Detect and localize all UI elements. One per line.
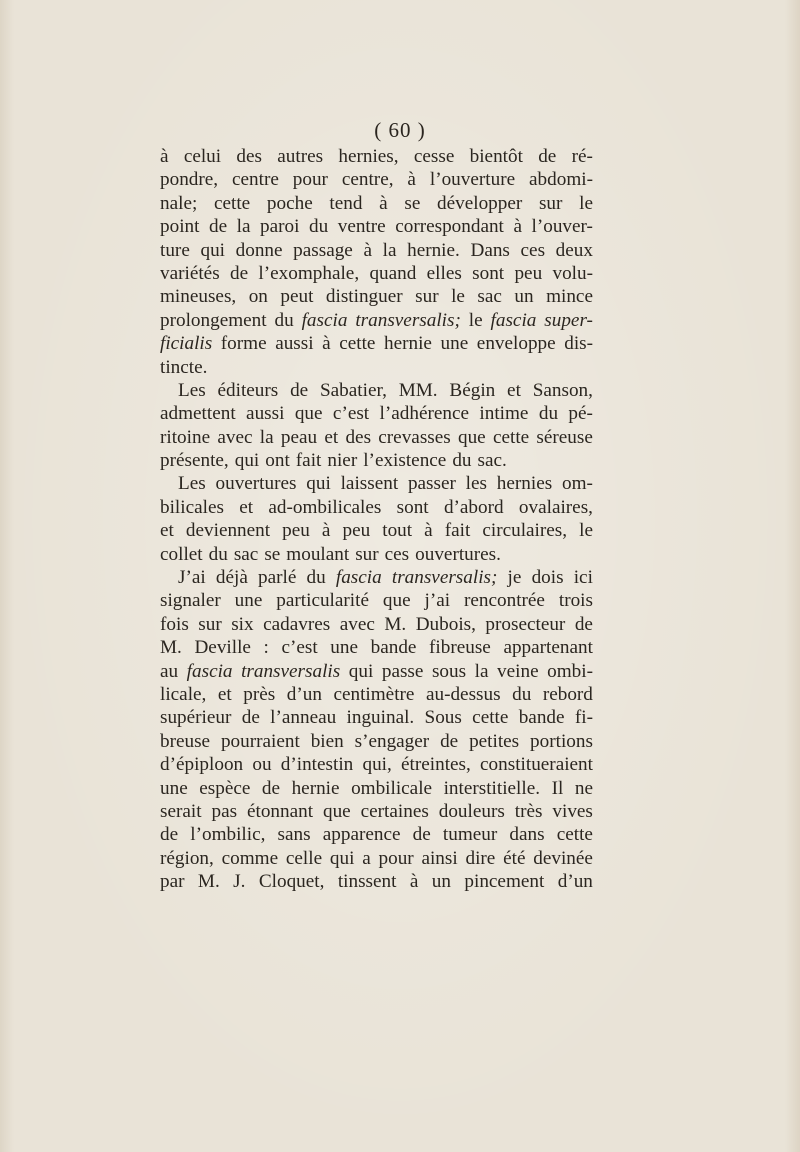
- word: du: [208, 543, 228, 565]
- word: prolongement: [160, 309, 267, 331]
- word: Les: [178, 473, 206, 495]
- word: quand: [369, 262, 417, 284]
- word: point: [160, 216, 200, 238]
- text-line: [160, 402, 593, 425]
- word: sont: [396, 496, 429, 518]
- word: peu: [514, 262, 543, 284]
- text-line: [160, 332, 593, 355]
- word: comme: [221, 847, 279, 869]
- word: rencontrée: [463, 590, 545, 612]
- word: la: [382, 239, 397, 261]
- word: sans: [277, 824, 311, 846]
- word: M.: [384, 613, 407, 635]
- word: j’ai: [424, 590, 451, 612]
- word: a: [362, 847, 371, 869]
- word: à: [424, 520, 433, 542]
- word: ventre: [337, 216, 386, 238]
- word: cette: [213, 192, 251, 214]
- word: supérieur: [160, 707, 232, 729]
- word: prosecteur: [485, 613, 566, 635]
- word: Cloquet,: [258, 871, 325, 893]
- word: le: [579, 192, 593, 214]
- text-line: [160, 145, 593, 168]
- word: hernies,: [338, 146, 399, 167]
- word: d’abord: [443, 496, 504, 518]
- word: bien: [310, 730, 344, 752]
- word: ombi-: [547, 660, 593, 682]
- word: qui: [306, 473, 331, 495]
- word: au-dessus: [425, 683, 501, 705]
- word: du: [452, 450, 472, 472]
- word: intime: [479, 403, 529, 425]
- word: sous: [431, 660, 467, 682]
- word: portions: [530, 730, 593, 752]
- word: séreuse: [536, 426, 593, 448]
- word: l’adhérence: [379, 403, 470, 425]
- word: que: [294, 403, 323, 425]
- word: ritoine: [160, 426, 211, 448]
- word: J.: [233, 871, 246, 893]
- word: moulant: [286, 543, 350, 565]
- word: très: [514, 800, 543, 822]
- word: sur: [415, 286, 439, 308]
- word: ou: [252, 754, 272, 776]
- word: étonnant: [246, 800, 314, 822]
- word: un: [431, 871, 451, 893]
- word: à: [160, 146, 169, 167]
- word: au: [160, 660, 179, 682]
- word: qui: [329, 847, 355, 869]
- word: fait: [295, 450, 322, 472]
- word: hernies: [496, 473, 553, 495]
- word: l’anneau: [270, 707, 337, 729]
- word: l’exomphale,: [258, 262, 360, 284]
- word: :: [263, 637, 269, 659]
- text-line: [160, 730, 593, 753]
- body-text: [160, 145, 593, 894]
- word: dois: [531, 567, 564, 589]
- word: présente,: [160, 450, 229, 472]
- word: fascia: [490, 309, 537, 331]
- word: dis-: [564, 333, 593, 355]
- word: bientôt: [469, 146, 523, 167]
- word: à: [379, 192, 388, 214]
- word: pour: [292, 169, 328, 191]
- word: Sous: [424, 707, 462, 729]
- word: veine: [497, 660, 539, 682]
- word: peut: [280, 286, 314, 308]
- word: transversalis: [241, 660, 341, 682]
- word: Les: [178, 379, 206, 401]
- word: peau: [280, 426, 318, 448]
- word: rebord: [542, 683, 593, 705]
- word: de: [538, 146, 557, 167]
- word: des: [345, 426, 372, 448]
- word: passage: [293, 239, 353, 261]
- text-line: [160, 777, 593, 800]
- word: cette: [492, 426, 530, 448]
- word: c’est: [332, 403, 370, 425]
- text-line: [160, 239, 593, 262]
- word: tout: [382, 520, 413, 542]
- word: circulaires,: [482, 520, 568, 542]
- word: pondre,: [160, 169, 219, 191]
- word: de: [290, 379, 309, 401]
- word: le: [579, 520, 593, 542]
- word: s’engager: [354, 730, 430, 752]
- word: signaler: [160, 590, 221, 612]
- text-line: [160, 589, 593, 612]
- word: et: [160, 520, 174, 542]
- word: de: [160, 824, 179, 846]
- word: parlé: [258, 567, 297, 589]
- word: devinée: [533, 847, 593, 869]
- word: om-: [561, 473, 593, 495]
- word: J’ai: [178, 567, 206, 589]
- word: ombilicale: [351, 777, 433, 799]
- word: que: [382, 590, 411, 612]
- text-line: [160, 285, 593, 308]
- word: inguinal.: [346, 707, 415, 729]
- word: espèce: [199, 777, 251, 799]
- word: transversalis;: [355, 309, 461, 331]
- word: éditeurs: [217, 379, 279, 401]
- text-line: [160, 636, 593, 659]
- word: interstitielle.: [443, 777, 541, 799]
- word: fascia: [335, 567, 382, 589]
- word: dire: [465, 847, 496, 869]
- text-line: [160, 613, 593, 636]
- word: Dans: [470, 239, 510, 261]
- word: pas: [211, 800, 238, 822]
- text-line: [160, 309, 593, 332]
- word: étreintes,: [401, 754, 471, 776]
- text-line: [160, 449, 593, 472]
- word: l’existence: [363, 450, 447, 472]
- word: se: [404, 192, 421, 214]
- word: du: [306, 567, 326, 589]
- word: elles: [426, 262, 462, 284]
- text-line: [160, 800, 593, 823]
- word: fi-: [574, 707, 593, 729]
- word: d’épiploon: [160, 754, 244, 776]
- word: Bégin: [449, 379, 496, 401]
- word: sur: [538, 192, 563, 214]
- text-line: [160, 426, 593, 449]
- word: le: [468, 309, 483, 331]
- word: correspondant: [395, 216, 504, 238]
- word: ces: [384, 543, 410, 565]
- word: qui,: [362, 754, 392, 776]
- word: vives: [552, 800, 593, 822]
- word: passe: [381, 660, 424, 682]
- word: celle: [285, 847, 323, 869]
- text-line: [160, 823, 593, 846]
- word: douleurs: [438, 800, 505, 822]
- word: deux: [555, 239, 593, 261]
- word: celui: [183, 146, 222, 167]
- text-line: [160, 660, 593, 683]
- word: de: [208, 216, 228, 238]
- word: serait: [160, 800, 202, 822]
- word: c’est: [281, 637, 318, 659]
- word: breuse: [160, 730, 211, 752]
- word: et: [217, 683, 232, 705]
- word: nale;: [160, 192, 198, 214]
- word: super-: [544, 309, 593, 331]
- word: à: [407, 169, 416, 191]
- word: cesse: [413, 146, 455, 167]
- word: sac: [233, 543, 259, 565]
- word: des: [236, 146, 262, 167]
- text-line: [160, 472, 593, 495]
- word: hernie.: [407, 239, 460, 261]
- word: tinssent: [337, 871, 397, 893]
- word: d’un: [286, 683, 322, 705]
- word: sur: [198, 613, 222, 635]
- word: ainsi: [421, 847, 458, 869]
- word: centimètre: [333, 683, 415, 705]
- word: qui: [348, 660, 374, 682]
- word: M.: [197, 871, 220, 893]
- word: à: [409, 871, 419, 893]
- word: ficialis: [160, 333, 213, 355]
- word: Sanson,: [532, 379, 593, 401]
- word: région,: [160, 847, 214, 869]
- word: centre: [231, 169, 279, 191]
- word: ici: [573, 567, 593, 589]
- text-line: [160, 168, 593, 191]
- word: cette: [472, 707, 509, 729]
- text-line: [160, 192, 593, 215]
- word: ture: [160, 239, 190, 261]
- word: qui: [200, 239, 225, 261]
- text-line: [160, 566, 593, 589]
- word: deviennent: [185, 520, 271, 542]
- word: admettent: [160, 403, 236, 425]
- word: cadavres: [263, 613, 331, 635]
- word: un: [514, 286, 534, 308]
- word: l’ombilic,: [190, 824, 266, 846]
- word: MM.: [398, 379, 438, 401]
- word: le: [451, 286, 465, 308]
- word: ces: [520, 239, 546, 261]
- text-line: [160, 543, 593, 566]
- word: autres: [277, 146, 324, 167]
- word: ré-: [571, 146, 593, 167]
- word: du: [538, 403, 559, 425]
- word: près: [243, 683, 276, 705]
- word: ouvertures: [215, 473, 297, 495]
- text-line: [160, 753, 593, 776]
- word: bande: [370, 637, 417, 659]
- word: nier: [327, 450, 358, 472]
- word: abdomi-: [529, 169, 593, 191]
- word: transversalis;: [391, 567, 498, 589]
- word: avec: [339, 613, 375, 635]
- word: fois: [160, 613, 189, 635]
- word: je: [507, 567, 522, 589]
- word: fascia: [186, 660, 233, 682]
- word: forme: [220, 333, 267, 355]
- word: ovalaires,: [518, 496, 593, 518]
- word: centre,: [341, 169, 394, 191]
- word: de: [261, 777, 281, 799]
- word: à: [363, 239, 372, 261]
- text-line: [160, 356, 593, 379]
- word: du: [274, 309, 294, 331]
- word: fibreuse: [429, 637, 491, 659]
- word: bande: [518, 707, 565, 729]
- word: aussi: [246, 403, 285, 425]
- word: trois: [558, 590, 593, 612]
- word: dans: [509, 824, 545, 846]
- word: et: [239, 496, 254, 518]
- word: paroi: [260, 216, 300, 238]
- word: du: [512, 683, 532, 705]
- word: tincte.: [160, 356, 208, 378]
- text-line: [160, 519, 593, 542]
- word: mince: [546, 286, 593, 308]
- word: distinguer: [325, 286, 403, 308]
- word: déjà: [215, 567, 248, 589]
- word: volu-: [552, 262, 593, 284]
- word: peu: [342, 520, 371, 542]
- word: développer: [437, 192, 523, 214]
- word: une: [330, 637, 359, 659]
- word: se: [264, 543, 281, 565]
- word: de: [412, 824, 431, 846]
- word: du: [309, 216, 329, 238]
- text-line: [160, 870, 593, 893]
- word: une: [160, 777, 188, 799]
- word: de: [574, 613, 593, 635]
- text-line: [160, 847, 593, 870]
- word: sur: [355, 543, 379, 565]
- word: constitueraient: [480, 754, 593, 776]
- word: ont: [265, 450, 290, 472]
- word: cette: [556, 824, 593, 846]
- text-line: [160, 496, 593, 519]
- word: bilicales: [160, 496, 224, 518]
- word: apparence: [322, 824, 401, 846]
- word: avec: [217, 426, 253, 448]
- word: mineuses,: [160, 286, 237, 308]
- word: été: [503, 847, 526, 869]
- word: Dubois,: [415, 613, 476, 635]
- word: l’ouver-: [531, 216, 593, 238]
- word: poche: [266, 192, 313, 214]
- word: ne: [574, 777, 593, 799]
- word: à: [513, 216, 522, 238]
- word: Sabatier,: [319, 379, 387, 401]
- word: l’ouverture: [429, 169, 516, 191]
- word: de: [440, 730, 459, 752]
- word: particularité: [276, 590, 369, 612]
- page-number: ( 60 ): [374, 118, 426, 142]
- word: crevasses: [378, 426, 451, 448]
- word: que: [322, 800, 351, 822]
- word: sac: [477, 286, 502, 308]
- word: à: [321, 520, 331, 542]
- word: certaines: [360, 800, 429, 822]
- word: hernie: [291, 777, 340, 799]
- word: une: [440, 333, 469, 355]
- text-line: [160, 706, 593, 729]
- word: tumeur: [442, 824, 498, 846]
- word: que: [457, 426, 486, 448]
- word: ad-ombilicales: [268, 496, 382, 518]
- word: Deville: [194, 637, 251, 659]
- word: qui: [234, 450, 260, 472]
- word: ouvertures.: [415, 543, 501, 565]
- word: une: [234, 590, 263, 612]
- word: sac.: [477, 450, 507, 472]
- word: et: [324, 426, 339, 448]
- word: aussi: [275, 333, 314, 355]
- word: de: [229, 262, 249, 284]
- word: petites: [469, 730, 520, 752]
- text-line: [160, 379, 593, 402]
- word: enveloppe: [476, 333, 556, 355]
- word: collet: [160, 543, 203, 565]
- word: pourraient: [220, 730, 300, 752]
- word: pé-: [568, 403, 593, 425]
- text-line: [160, 683, 593, 706]
- word: laissent: [340, 473, 399, 495]
- word: d’un: [557, 871, 593, 893]
- word: tend: [329, 192, 363, 214]
- word: la: [259, 426, 274, 448]
- word: les: [465, 473, 487, 495]
- word: d’intestin: [280, 754, 354, 776]
- word: à: [322, 333, 331, 355]
- word: fascia: [301, 309, 348, 331]
- word: hernie: [384, 333, 432, 355]
- word: la: [474, 660, 489, 682]
- word: appartenant: [503, 637, 593, 659]
- word: Il: [551, 777, 564, 799]
- word: licale,: [160, 683, 207, 705]
- word: passer: [407, 473, 456, 495]
- word: M.: [160, 637, 182, 659]
- word: six: [231, 613, 254, 635]
- word: peu: [282, 520, 310, 542]
- word: et: [507, 379, 521, 401]
- word: fait: [444, 520, 471, 542]
- word: on: [248, 286, 268, 308]
- word: par: [160, 871, 185, 893]
- word: variétés: [160, 262, 220, 284]
- word: de: [241, 707, 260, 729]
- word: donne: [235, 239, 283, 261]
- text-line: [160, 215, 593, 238]
- word: pour: [378, 847, 414, 869]
- word: la: [236, 216, 251, 238]
- word: pincement: [464, 871, 545, 893]
- word: cette: [339, 333, 376, 355]
- text-line: [160, 262, 593, 285]
- word: sont: [472, 262, 505, 284]
